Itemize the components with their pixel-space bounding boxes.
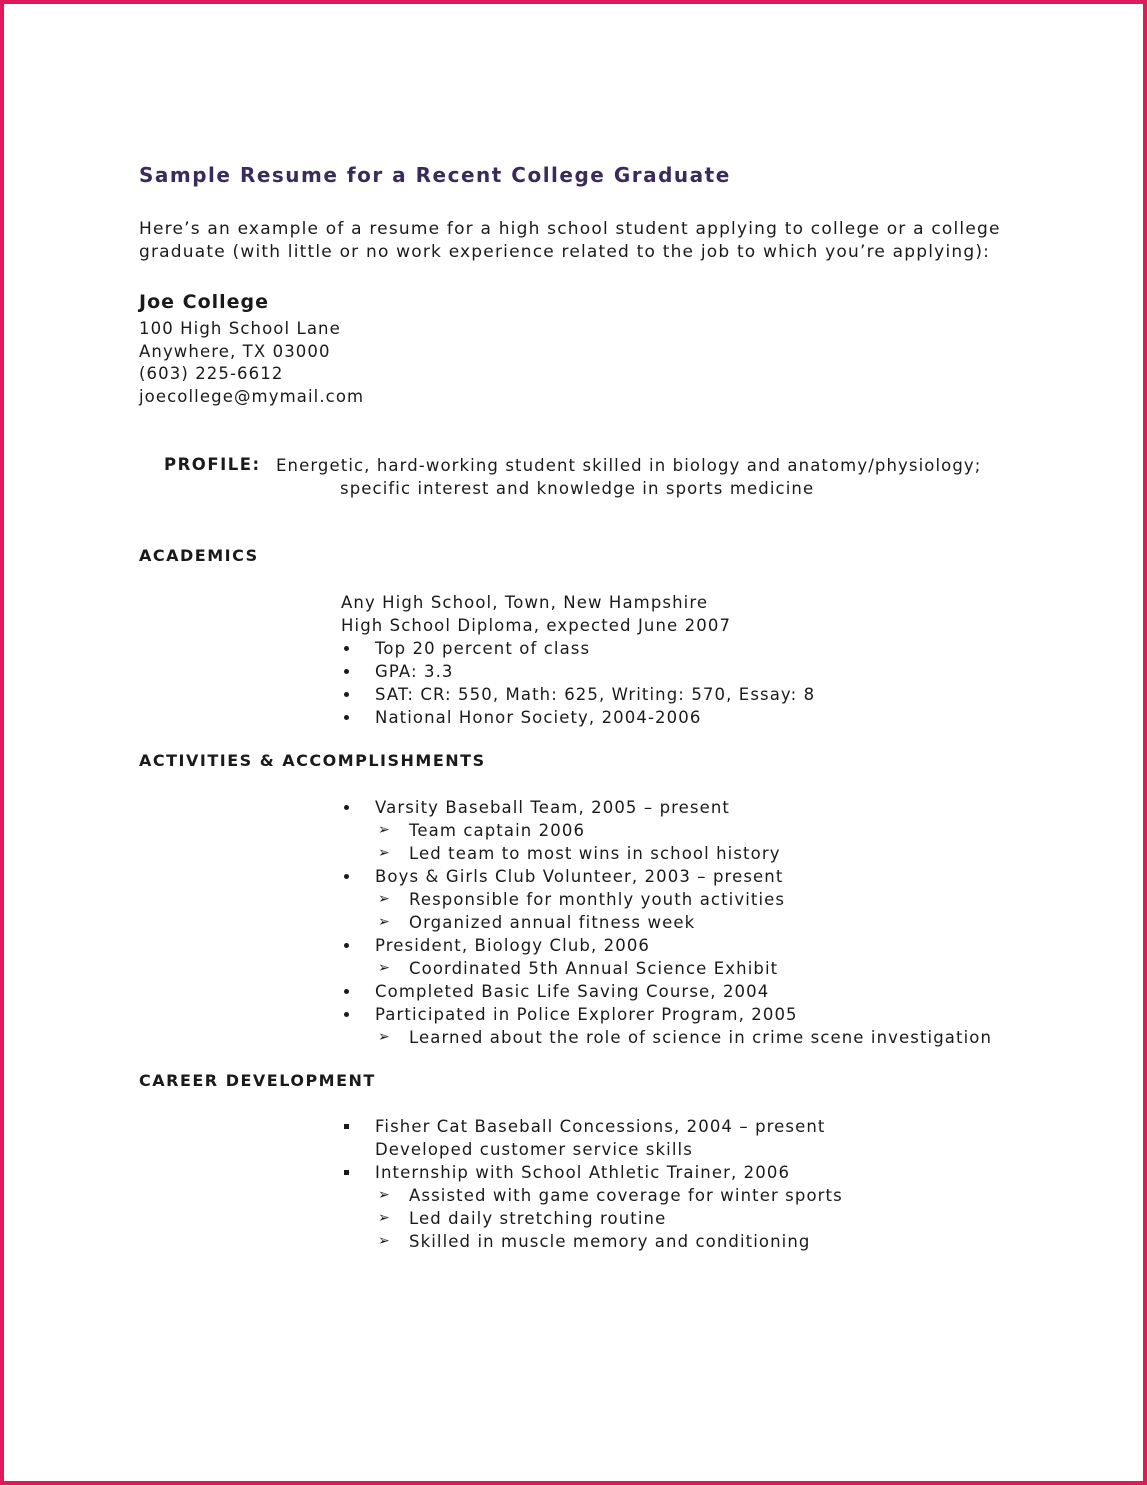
sub-bullet-text: Led daily stretching routine xyxy=(409,1209,667,1228)
academics-heading: ACADEMICS xyxy=(139,546,259,565)
intro-line: Here’s an example of a resume for a high school student applying to college or a college xyxy=(139,219,1001,239)
bullet-text: Participated in Police Explorer Program, 2005 xyxy=(375,1005,798,1024)
bullet-text: Completed Basic Life Saving Course, 2004 xyxy=(375,982,770,1001)
bullet-dot-icon xyxy=(344,715,349,720)
bullet-dot-icon xyxy=(344,692,349,697)
arrowhead-icon: ➢ xyxy=(378,914,391,930)
intro-paragraph xyxy=(139,218,1039,264)
arrowhead-icon: ➢ xyxy=(378,822,391,838)
arrowhead-icon: ➢ xyxy=(378,1029,391,1045)
bullet-dot-icon xyxy=(344,805,349,810)
bullet-dot-icon xyxy=(344,874,349,879)
activities-heading: ACTIVITIES & ACCOMPLISHMENTS xyxy=(139,751,486,770)
bullet-text: Internship with School Athletic Trainer, 2006 xyxy=(375,1163,791,1182)
bullet-dot-icon xyxy=(344,989,349,994)
arrowhead-icon: ➢ xyxy=(378,1187,391,1203)
arrowhead-icon: ➢ xyxy=(378,1233,391,1249)
bullet-text: Boys & Girls Club Volunteer, 2003 – present xyxy=(375,867,784,886)
square-bullet-icon xyxy=(344,1124,349,1129)
contact-block xyxy=(139,318,364,408)
arrowhead-icon: ➢ xyxy=(378,1210,391,1226)
bullet-text: National Honor Society, 2004-2006 xyxy=(375,708,702,727)
profile-line: Energetic, hard-working student skilled in biology and anatomy/physiology; xyxy=(276,456,982,475)
contact-email: joecollege@mymail.com xyxy=(139,386,365,406)
contact-street: 100 High School Lane xyxy=(139,319,341,338)
profile-text xyxy=(276,455,981,500)
sub-bullet-text: Led team to most wins in school history xyxy=(409,844,781,863)
bullet-text: SAT: CR: 550, Math: 625, Writing: 570, Essay: 8 xyxy=(375,685,816,704)
bullet-text: Fisher Cat Baseball Concessions, 2004 – present xyxy=(375,1117,826,1136)
bullet-dot-icon xyxy=(344,1012,349,1017)
bullet-dot-icon xyxy=(344,646,349,651)
bullet-dot-icon xyxy=(344,943,349,948)
intro-line: graduate (with little or no work experience related to the job to which you’re applying): xyxy=(139,242,991,262)
career-heading: CAREER DEVELOPMENT xyxy=(139,1071,376,1090)
sub-bullet-text: Learned about the role of science in crime scene investigation xyxy=(409,1028,993,1047)
school-name: Any High School, Town, New Hampshire xyxy=(341,593,709,612)
contact-phone: (603) 225-6612 xyxy=(139,364,284,383)
sub-bullet-text: Skilled in muscle memory and conditioning xyxy=(409,1232,811,1251)
profile-line: specific interest and knowledge in sports medicine xyxy=(340,478,815,498)
sub-bullet-text: Coordinated 5th Annual Science Exhibit xyxy=(409,959,779,978)
diploma: High School Diploma, expected June 2007 xyxy=(341,616,732,635)
candidate-name: Joe College xyxy=(139,291,270,313)
arrowhead-icon: ➢ xyxy=(378,891,391,907)
sub-bullet-text: Team captain 2006 xyxy=(409,821,586,840)
bullet-text: GPA: 3.3 xyxy=(375,662,454,681)
bullet-text: Developed customer service skills xyxy=(375,1140,693,1159)
profile-label: PROFILE: xyxy=(164,455,261,474)
page-title: Sample Resume for a Recent College Graduate xyxy=(139,163,731,187)
square-bullet-icon xyxy=(344,1170,349,1175)
bullet-dot-icon xyxy=(344,669,349,674)
bullet-text: Varsity Baseball Team, 2005 – present xyxy=(375,798,730,817)
arrowhead-icon: ➢ xyxy=(378,960,391,976)
sub-bullet-text: Assisted with game coverage for winter sports xyxy=(409,1186,843,1205)
bullet-text: Top 20 percent of class xyxy=(375,639,591,658)
contact-city: Anywhere, TX 03000 xyxy=(139,341,331,361)
sub-bullet-text: Responsible for monthly youth activities xyxy=(409,890,786,909)
arrowhead-icon: ➢ xyxy=(378,845,391,861)
sub-bullet-text: Organized annual fitness week xyxy=(409,913,696,932)
bullet-text: President, Biology Club, 2006 xyxy=(375,936,651,955)
